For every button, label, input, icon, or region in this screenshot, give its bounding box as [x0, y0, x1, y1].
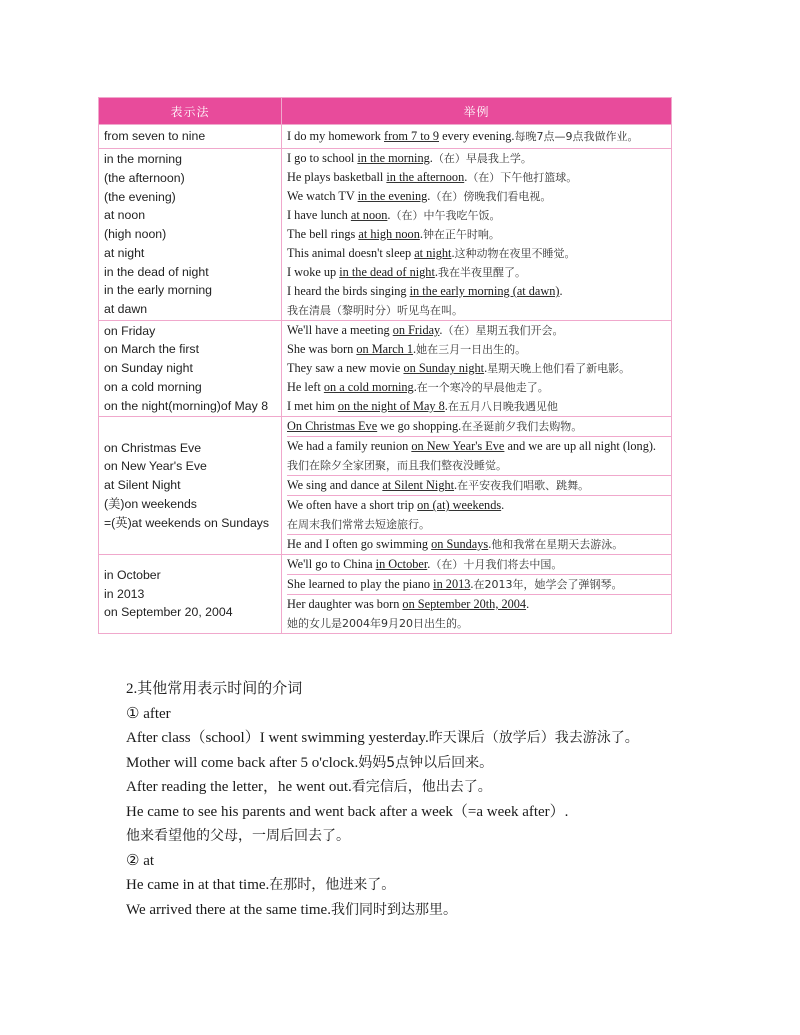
example-text: . — [427, 557, 431, 571]
body-line-en: ① after — [126, 705, 171, 722]
example-text: We sing and dance — [287, 478, 383, 492]
expression-cell — [99, 417, 282, 555]
example-cell — [282, 555, 672, 634]
example-underlined: in the evening — [357, 189, 428, 203]
example-underlined: on Sundays — [431, 537, 489, 551]
example-translation: （在）十月我们将去中国。 — [430, 558, 563, 571]
expression-item: on a cold morning — [104, 379, 202, 394]
example-underlined: in October — [375, 557, 428, 571]
example-underlined: at Silent Night — [382, 478, 455, 492]
example-line — [287, 475, 671, 495]
body-line — [126, 677, 726, 702]
body-line — [126, 726, 726, 751]
example-text: . — [488, 537, 492, 551]
example-text: . — [387, 208, 391, 222]
body-line-zh: 昨天课后（放学后）我去游泳了。 — [428, 730, 639, 746]
example-text: This animal doesn't sleep — [287, 246, 415, 260]
example-cell — [282, 321, 672, 417]
example-underlined: at night — [414, 246, 452, 260]
body-line — [126, 775, 726, 800]
example-translation: （在）傍晚我们看电视。 — [430, 190, 552, 203]
time-prepositions-table — [98, 97, 672, 634]
example-text: Her daughter was born — [287, 597, 403, 611]
expression-item: at dawn — [104, 302, 148, 317]
example-text: She learned to play the piano — [287, 577, 434, 591]
body-line-zh: 我们同时到达那里。 — [330, 901, 457, 918]
example-text: I met him — [287, 399, 338, 413]
example-translation: （在）星期五我们开会。 — [442, 324, 564, 337]
example-underlined: from 7 to 9 — [384, 129, 439, 143]
example-text: . — [434, 265, 438, 279]
example-underlined: in the dead of night — [339, 265, 435, 279]
example-cell — [282, 149, 672, 321]
example-cell — [282, 417, 672, 555]
body-line-en: After class（school）I went swimming yesterday. — [126, 730, 429, 746]
expression-item: in the dead of night — [104, 264, 209, 279]
example-cell — [282, 125, 672, 149]
body-line-zh: 妈妈5点钟以后回来。 — [358, 754, 494, 771]
example-underlined: on New Year's Eve — [411, 439, 505, 453]
example-text: . — [464, 170, 468, 184]
example-underlined: on (at) weekends — [417, 498, 502, 512]
body-line — [126, 898, 726, 923]
example-text: I woke up — [287, 265, 340, 279]
example-text: They saw a new movie — [287, 361, 404, 375]
example-line — [287, 515, 671, 534]
table-header-row — [99, 98, 672, 125]
table-row — [99, 125, 672, 149]
example-text: . — [454, 478, 458, 492]
example-translation: 在一个寒冷的早晨他走了。 — [416, 381, 549, 394]
example-line — [287, 301, 671, 320]
example-line — [287, 456, 671, 475]
example-line — [287, 340, 671, 359]
example-text: We'll go to China — [287, 557, 376, 571]
body-line-zh: 他来看望他的父母，一周后回去了。 — [126, 828, 350, 844]
example-underlined: in the afternoon — [386, 170, 465, 184]
example-translation: 我们在除夕全家团聚，而且我们整夜没睡觉。 — [287, 459, 507, 472]
expression-item: (the evening) — [104, 189, 176, 204]
example-text: I heard the birds singing — [287, 284, 410, 298]
header-expression: 表示法 — [99, 98, 282, 125]
body-line — [126, 849, 726, 874]
example-translation: （在）下午他打篮球。 — [467, 171, 578, 184]
body-line-zh: 在那时，他进来了。 — [269, 877, 396, 893]
body-line-en: Mother will come back after 5 o'clock. — [126, 754, 359, 771]
expression-item: (美)on weekends — [104, 496, 197, 511]
example-text: We'll have a meeting — [287, 323, 393, 337]
example-text: We often have a short trip — [287, 498, 418, 512]
example-translation: 星期天晚上他们看了新电影。 — [487, 362, 631, 375]
body-line-en: ② at — [126, 852, 155, 869]
example-underlined: On Christmas Eve — [287, 419, 378, 433]
expression-item: (high noon) — [104, 227, 167, 242]
body-line — [126, 702, 726, 727]
example-underlined: in the early morning (at dawn) — [409, 284, 560, 298]
example-text: . — [559, 284, 563, 298]
example-line — [287, 594, 671, 614]
example-line — [287, 206, 671, 225]
example-line — [287, 321, 671, 340]
example-translation: （在）中午我吃午饭。 — [390, 209, 501, 222]
body-line-en: 2.其他常用表示时间的介词 — [126, 681, 303, 697]
example-translation: 在周末我们常常去短途旅行。 — [287, 518, 430, 531]
example-translation: 在平安夜我们唱歌、跳舞。 — [457, 479, 590, 492]
body-line-en: He came to see his parents and went back after a week（=a week after）. — [126, 803, 569, 820]
example-line — [287, 574, 671, 594]
example-line — [287, 359, 671, 378]
expression-item: on the night(morning)of May 8 — [104, 398, 269, 413]
example-underlined: on Sunday night — [403, 361, 485, 375]
example-text: . — [451, 246, 455, 260]
example-text: . — [427, 189, 431, 203]
example-underlined: on Friday — [392, 323, 440, 337]
example-translation: 他和我常在星期天去游泳。 — [491, 538, 624, 551]
example-translation: 我在半夜里醒了。 — [437, 266, 526, 279]
example-line — [287, 168, 671, 187]
example-text: . — [439, 323, 443, 337]
body-line-zh: 看完信后，他出去了。 — [351, 779, 492, 795]
example-translation: 在五月八日晚我遇见他 — [447, 400, 558, 413]
example-line — [287, 534, 671, 554]
example-text: I do my homework — [287, 129, 384, 143]
expression-item: on March the first — [104, 342, 199, 357]
example-text: . — [444, 399, 448, 413]
expression-item: on New Year's Eve — [104, 459, 207, 474]
example-text: . — [413, 342, 417, 356]
example-line — [287, 187, 671, 206]
example-text: . — [484, 361, 488, 375]
expression-item: in the morning — [104, 151, 182, 166]
example-text: He left — [287, 380, 324, 394]
expression-item: on Friday — [104, 323, 156, 338]
expression-cell — [99, 555, 282, 634]
body-line-en: We arrived there at the same time. — [126, 901, 331, 918]
expression-item: at Silent Night — [104, 478, 181, 493]
expression-item: =(英)at weekends on Sundays — [104, 515, 270, 530]
header-example: 举例 — [282, 98, 672, 125]
example-line — [287, 436, 671, 456]
example-line — [287, 244, 671, 263]
example-line — [287, 614, 671, 633]
table-row — [99, 149, 672, 321]
example-underlined: in 2013 — [433, 577, 471, 591]
example-line — [287, 282, 671, 301]
example-translation: 在2013年，她学会了弹钢琴。 — [473, 578, 623, 591]
body-line — [126, 751, 726, 776]
body-text — [126, 677, 726, 922]
example-translation: 在圣诞前夕我们去购物。 — [461, 420, 583, 433]
example-text: . — [470, 577, 474, 591]
example-text: I go to school — [287, 151, 358, 165]
example-text: The bell rings — [287, 227, 359, 241]
body-line-en: He came in at that time. — [126, 877, 270, 893]
example-text: I have lunch — [287, 208, 351, 222]
example-text: He and I often go swimming — [287, 537, 432, 551]
example-line — [287, 397, 671, 416]
example-translation: 这种动物在夜里不睡觉。 — [454, 247, 576, 260]
example-text: We watch TV — [287, 189, 358, 203]
example-text: and we are up all night (long). — [504, 439, 657, 453]
expression-item: in October — [104, 567, 161, 582]
example-text: . — [501, 498, 505, 512]
example-translation: 每晚7点—9点我做作业。 — [514, 130, 639, 143]
example-line — [287, 555, 671, 574]
expression-item: in the early morning — [104, 283, 212, 298]
expression-item: from seven to nine — [104, 129, 206, 144]
expression-cell — [99, 125, 282, 149]
example-translation: （在）早晨我上学。 — [432, 152, 532, 165]
example-text: He plays basketball — [287, 170, 387, 184]
example-underlined: at high noon — [358, 227, 420, 241]
example-text: every evening. — [439, 129, 515, 143]
expression-cell — [99, 321, 282, 417]
example-underlined: at noon — [350, 208, 388, 222]
expression-item: at noon — [104, 208, 146, 223]
example-text: . — [413, 380, 417, 394]
table-row — [99, 555, 672, 634]
example-translation: 钟在正午时响。 — [422, 228, 500, 241]
example-line — [287, 263, 671, 282]
body-line — [126, 824, 726, 849]
example-underlined: on March 1 — [356, 342, 414, 356]
example-text: We had a family reunion — [287, 439, 412, 453]
example-underlined: on September 20th, 2004 — [402, 597, 527, 611]
example-text: . — [419, 227, 423, 241]
example-line — [287, 225, 671, 244]
example-underlined: on a cold morning — [323, 380, 414, 394]
expression-item: in 2013 — [104, 586, 145, 601]
expression-item: on Sunday night — [104, 361, 193, 376]
example-text: we go shopping. — [377, 419, 462, 433]
body-line — [126, 873, 726, 898]
example-line — [287, 495, 671, 515]
expression-cell — [99, 149, 282, 321]
example-line — [287, 378, 671, 397]
example-underlined: in the morning — [357, 151, 430, 165]
expression-item: at night — [104, 245, 145, 260]
expression-item: (the afternoon) — [104, 170, 185, 185]
example-line — [287, 127, 671, 146]
example-line — [287, 149, 671, 168]
body-line — [126, 800, 726, 825]
example-translation: 我在清晨（黎明时分）听见鸟在叫。 — [287, 304, 463, 317]
expression-item: on September 20, 2004 — [104, 605, 233, 620]
example-text: . — [526, 597, 530, 611]
table-row — [99, 417, 672, 555]
expression-item: on Christmas Eve — [104, 440, 202, 455]
body-line-en: After reading the letter，he went out. — [126, 779, 352, 795]
example-translation: 她在三月一日出生的。 — [416, 343, 527, 356]
example-translation: 她的女儿是2004年9月20日出生的。 — [287, 617, 468, 630]
table-row — [99, 321, 672, 417]
example-text: She was born — [287, 342, 357, 356]
example-text: . — [429, 151, 433, 165]
example-line — [287, 417, 671, 436]
example-underlined: on the night of May 8 — [337, 399, 445, 413]
